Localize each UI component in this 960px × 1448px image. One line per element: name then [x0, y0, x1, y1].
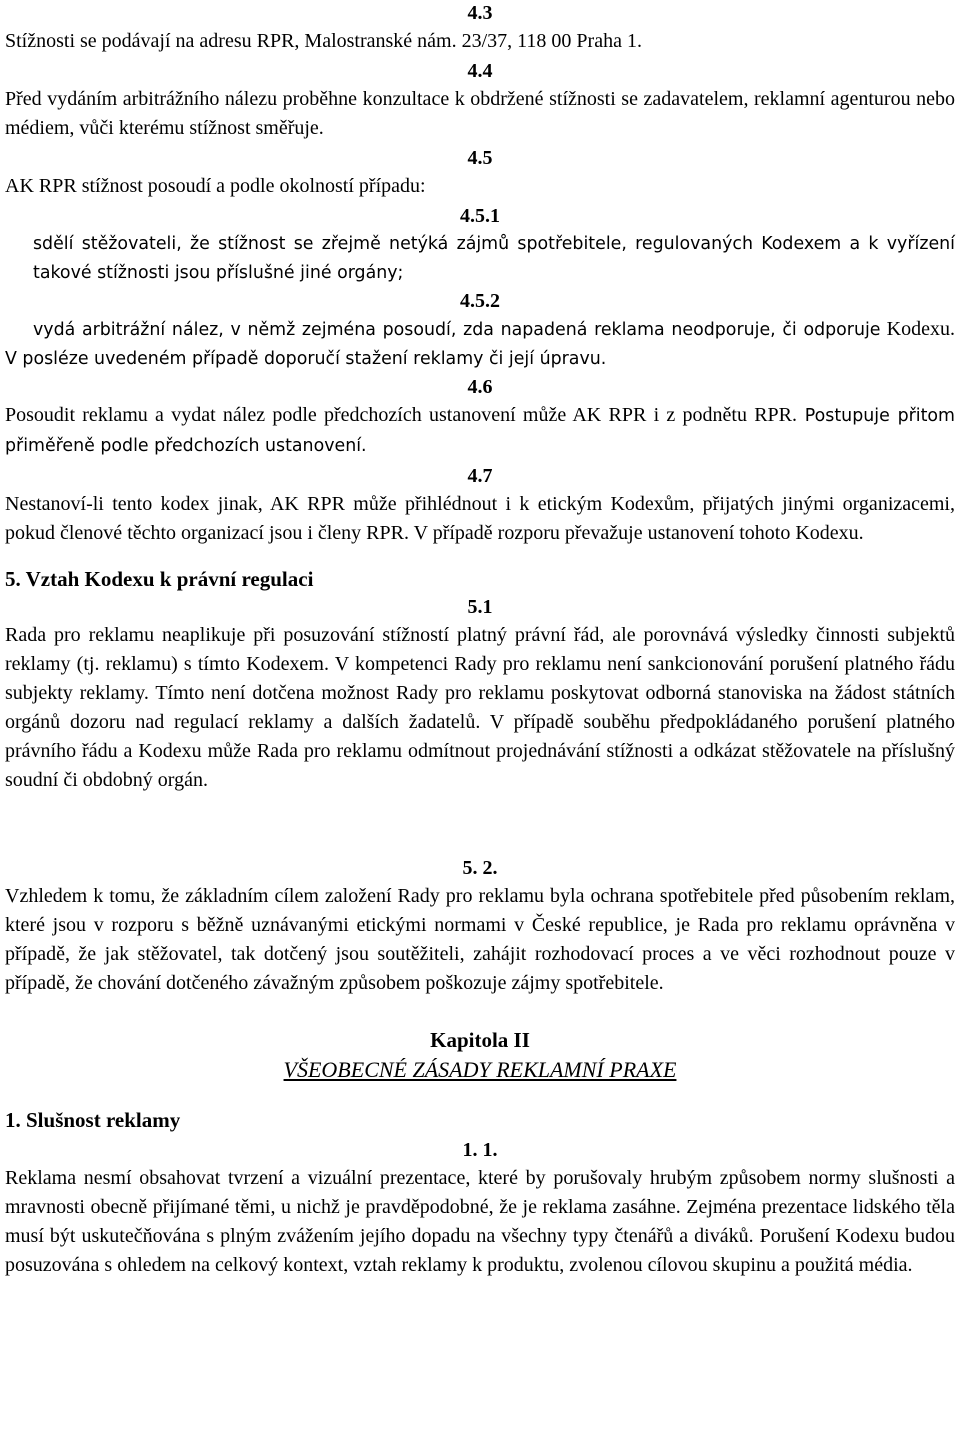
paragraph: Nestanoví-li tento kodex jinak, AK RPR může přihlédnout i k etickým Kodexům, přijatých jinými organizacemi, pokud členové těchto organizací jsou i členy RPR. V případě rozporu převažuje ustanovení tohoto Kodexu.	[5, 493, 955, 544]
paragraph-part: Postupuje přitom přiměřeně podle předchozích ustanovení.	[5, 406, 956, 456]
paragraph: Stížnosti se podávají na adresu RPR, Malostranské nám. 23/37, 118 00 Praha 1.	[5, 30, 642, 52]
section-heading: 5. Vztah Kodexu k právní regulaci	[5, 567, 314, 591]
section-number: 5.1	[467, 596, 493, 618]
section-number: 1. 1.	[462, 1139, 498, 1161]
paragraph-part: V posléze uvedeném případě doporučí stažení reklamy či její úpravu.	[5, 349, 607, 369]
paragraph: Vzhledem k tomu, že základním cílem založení Rady pro reklamu byla ochrana spotřebitele před působením reklam, které jsou v rozporu s běžně uznávanými etickými normami v České republice, je Rada pro reklamu oprávněna v případě, že jak stěžovatel, tak dotčený jsou soutěžiteli, zahájit rozhodovací proces a ve věci rozhodnout pouze v případě, že chování dotčeného závažným způsobem poškozuje zájmy spotřebitele.	[5, 885, 955, 994]
paragraph: AK RPR stížnost posoudí a podle okolností případu:	[5, 175, 426, 197]
section-heading: 1. Slušnost reklamy	[5, 1108, 181, 1132]
section-number: 4.4	[467, 60, 493, 82]
paragraph	[5, 401, 955, 461]
chapter-subtitle: VŠEOBECNÉ ZÁSADY REKLAMNÍ PRAXE	[283, 1057, 677, 1082]
section-number: 4.5	[467, 147, 493, 169]
section-number: 4.5.1	[460, 205, 500, 227]
chapter-title: Kapitola II	[430, 1028, 530, 1052]
paragraph: Reklama nesmí obsahovat tvrzení a vizuální prezentace, které by porušovaly hrubým způsobem normy slušnosti a mravnosti obecně přijímané těmi, u nichž je pravděpodobné, že je reklama zasáhne. Zejména prezentace lidského těla musí být uskutečňována s plným zvážením jejího dopadu na všechny typy čtenářů a diváků. Porušení Kodexu budou posuzována s ohledem na celkový kontext, vztah reklamy k produktu, zvolenou cílovou skupinu a použitá média.	[5, 1167, 955, 1276]
paragraph-part: Posoudit reklamu a vydat nález podle předchozích ustanovení může AK RPR i z podnětu RPR.	[5, 404, 798, 426]
paragraph-part: vydá arbitrážní nález, v němž zejména posoudí, zda napadená reklama neodporuje, či odporuje	[33, 320, 881, 340]
paragraph: Rada pro reklamu neaplikuje při posuzování stížností platný právní řád, ale porovnává výsledky činnosti subjektů reklamy (tj. reklamu) s tímto Kodexem. V kompetenci Rady pro reklamu není sankcionování porušení platného řádu subjekty reklamy. Tímto není dotčena možnost Rady pro reklamu poskytovat odborná stanoviska na žádost státních orgánů dozoru nad regulací reklamy a dalších žadatelů. V případě souběhu předpokládaného porušení platného právního řádu a Kodexu může Rada pro reklamu odmítnout projednávání stížnosti a odkázat stěžovatele na příslušný soudní či obdobný orgán.	[5, 624, 955, 791]
section-number: 4.3	[467, 2, 493, 24]
section-number: 4.7	[467, 465, 493, 487]
paragraph: sdělí stěžovateli, že stížnost se zřejmě netýká zájmů spotřebitele, regulovaných Kodexem a k vyřízení takové stížnosti jsou příslušné jiné orgány;	[33, 234, 955, 283]
section-number: 4.5.2	[460, 290, 500, 312]
paragraph: Před vydáním arbitrážního nálezu proběhne konzultace k obdržené stížnosti se zadavatelem, reklamní agenturou nebo médiem, vůči kterému stížnost směřuje.	[5, 88, 955, 139]
section-number: 5. 2.	[462, 857, 498, 879]
paragraph	[5, 315, 955, 374]
paragraph-part: Kodexu.	[880, 318, 955, 340]
section-number: 4.6	[467, 376, 493, 398]
